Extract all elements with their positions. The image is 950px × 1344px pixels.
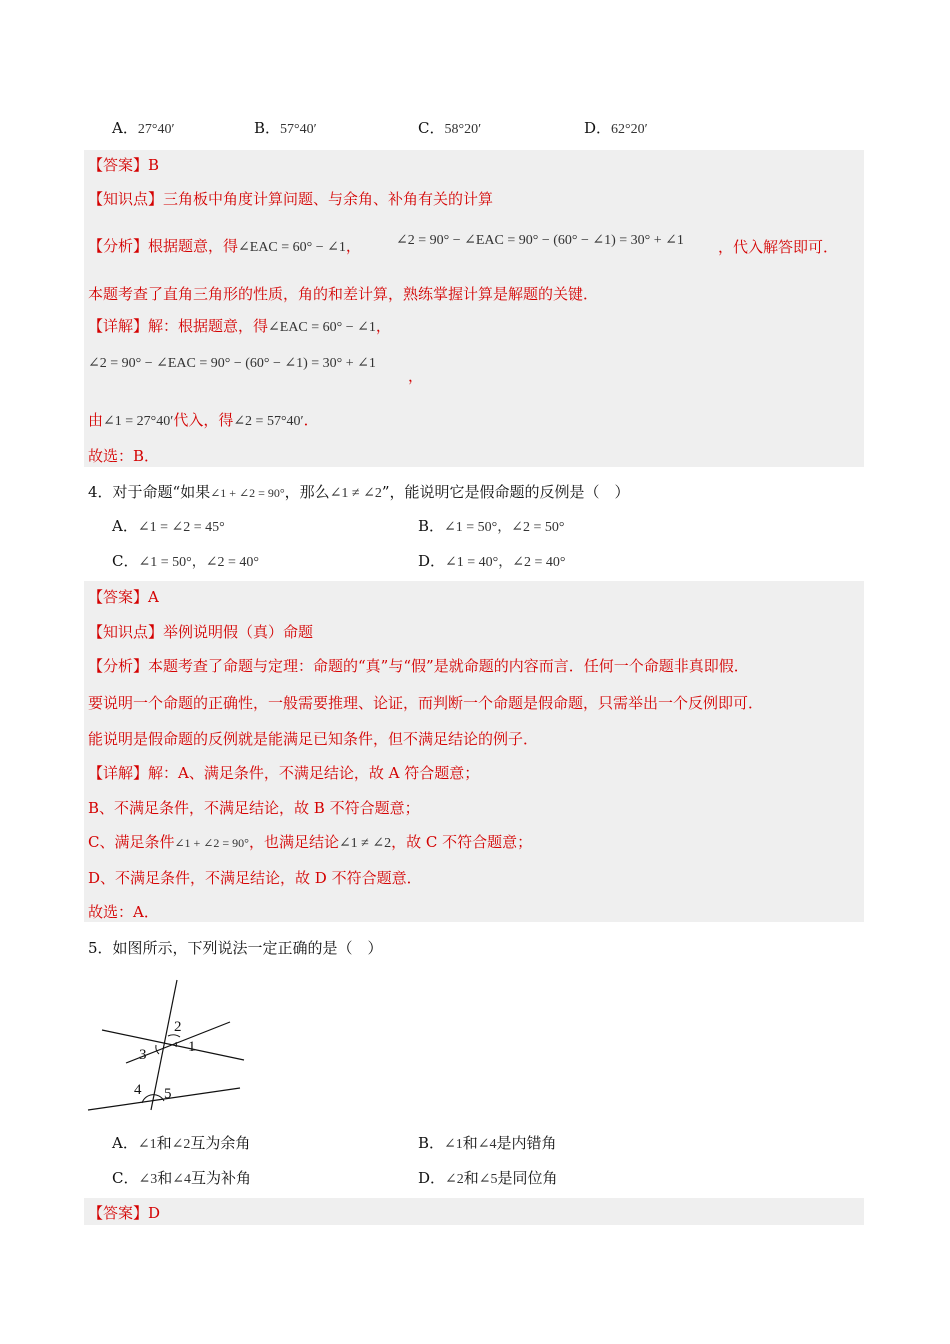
q3-analysis-formula: ∠2 = 90° − ∠EAC = 90° − (60° − ∠1) = 30° + ∠1 — [396, 233, 684, 248]
q4-knowledge-point: 【知识点】举例说明假（真）命题 — [88, 623, 314, 641]
q3-option-a: A．27°40′ — [112, 119, 175, 137]
q4-analysis-line2: 要说明一个命题的正确性，一般需要推理、论证，而判断一个命题是假命题，只需举出一个反例即可． — [88, 694, 764, 712]
angle-label-4: 4 — [134, 1082, 142, 1098]
q3-answer: 【答案】B — [88, 156, 160, 174]
q5-stem: 5．如图所示，下列说法一定正确的是（ ） — [88, 939, 383, 957]
angle-arc-3 — [156, 1045, 159, 1054]
q4-option-c: C．∠1 = 50°，∠2 = 40° — [112, 552, 259, 570]
q5-option-b: B．∠1和∠4是内错角 — [418, 1134, 557, 1152]
q5-solution-block — [84, 1198, 864, 1225]
q5-option-a: A．∠1和∠2互为余角 — [112, 1134, 251, 1152]
q4-option-b: B．∠1 = 50°，∠2 = 50° — [418, 517, 565, 535]
q3-detail-comma: ， — [408, 367, 424, 385]
q3-analysis: 【分析】根据题意，得∠EAC = 60° − ∠1， — [88, 237, 361, 255]
q3-option-b: B．57°40′ — [254, 119, 317, 137]
q4-option-a: A．∠1 = ∠2 = 45° — [112, 517, 225, 535]
q4-analysis-line3: 能说明是假命题的反例就是能满足已知条件，但不满足结论的例子． — [88, 730, 539, 748]
q3-option-c: C．58°20′ — [418, 119, 482, 137]
q5-option-d: D．∠2和∠5是同位角 — [418, 1169, 558, 1187]
q4-detail-line4: D、不满足条件，不满足结论，故 D 不符合题意． — [88, 869, 422, 887]
angle-label-2: 2 — [174, 1019, 182, 1035]
q3-option-d: D．62°20′ — [584, 119, 648, 137]
q3-detail-line2: ∠2 = 90° − ∠EAC = 90° − (60° − ∠1) = 30° + ∠1 — [88, 356, 376, 371]
angle-label-1: 1 — [188, 1039, 196, 1055]
q5-option-c: C．∠3和∠4互为补角 — [112, 1169, 251, 1187]
q4-stem: 4．对于命题“如果∠1 + ∠2 = 90°，那么∠1 ≠ ∠2”，能说明它是假命题的反例是（ ） — [88, 483, 630, 501]
q5-answer: 【答案】D — [88, 1204, 161, 1222]
angle-arc-2 — [168, 1035, 180, 1037]
q4-detail-line3: C、满足条件∠1 + ∠2 = 90°，也满足结论∠1 ≠ ∠2，故 C 不符合题意； — [88, 833, 533, 851]
q4-detail-line2: B、不满足条件，不满足结论，故 B 不符合题意； — [88, 799, 420, 817]
angle-label-5: 5 — [164, 1086, 172, 1102]
q3-analysis-end: ，代入解答即可． — [718, 238, 839, 256]
q4-detail-line1: 【详解】解：A、满足条件，不满足结论，故 A 符合题意； — [88, 764, 480, 782]
q5-figure — [84, 975, 254, 1115]
q3-knowledge-point: 【知识点】三角板中角度计算问题、与余角、补角有关的计算 — [88, 190, 494, 208]
q3-choose: 故选：B． — [88, 447, 160, 465]
angle-label-3: 3 — [139, 1047, 147, 1063]
q4-choose: 故选：A． — [88, 903, 159, 921]
q4-option-d: D．∠1 = 40°，∠2 = 40° — [418, 552, 566, 570]
q3-analysis-line2: 本题考查了直角三角形的性质，角的和差计算，熟练掌握计算是解题的关键． — [88, 285, 599, 303]
q3-detail-line1: 【详解】解：根据题意，得∠EAC = 60° − ∠1， — [88, 317, 391, 335]
q4-answer: 【答案】A — [88, 588, 159, 606]
q3-detail-line3: 由∠1 = 27°40′代入，得∠2 = 57°40′． — [88, 411, 319, 429]
q4-analysis-line1: 【分析】本题考查了命题与定理：命题的“真”与“假”是就命题的内容而言．任何一个命题非真即假． — [88, 657, 749, 675]
